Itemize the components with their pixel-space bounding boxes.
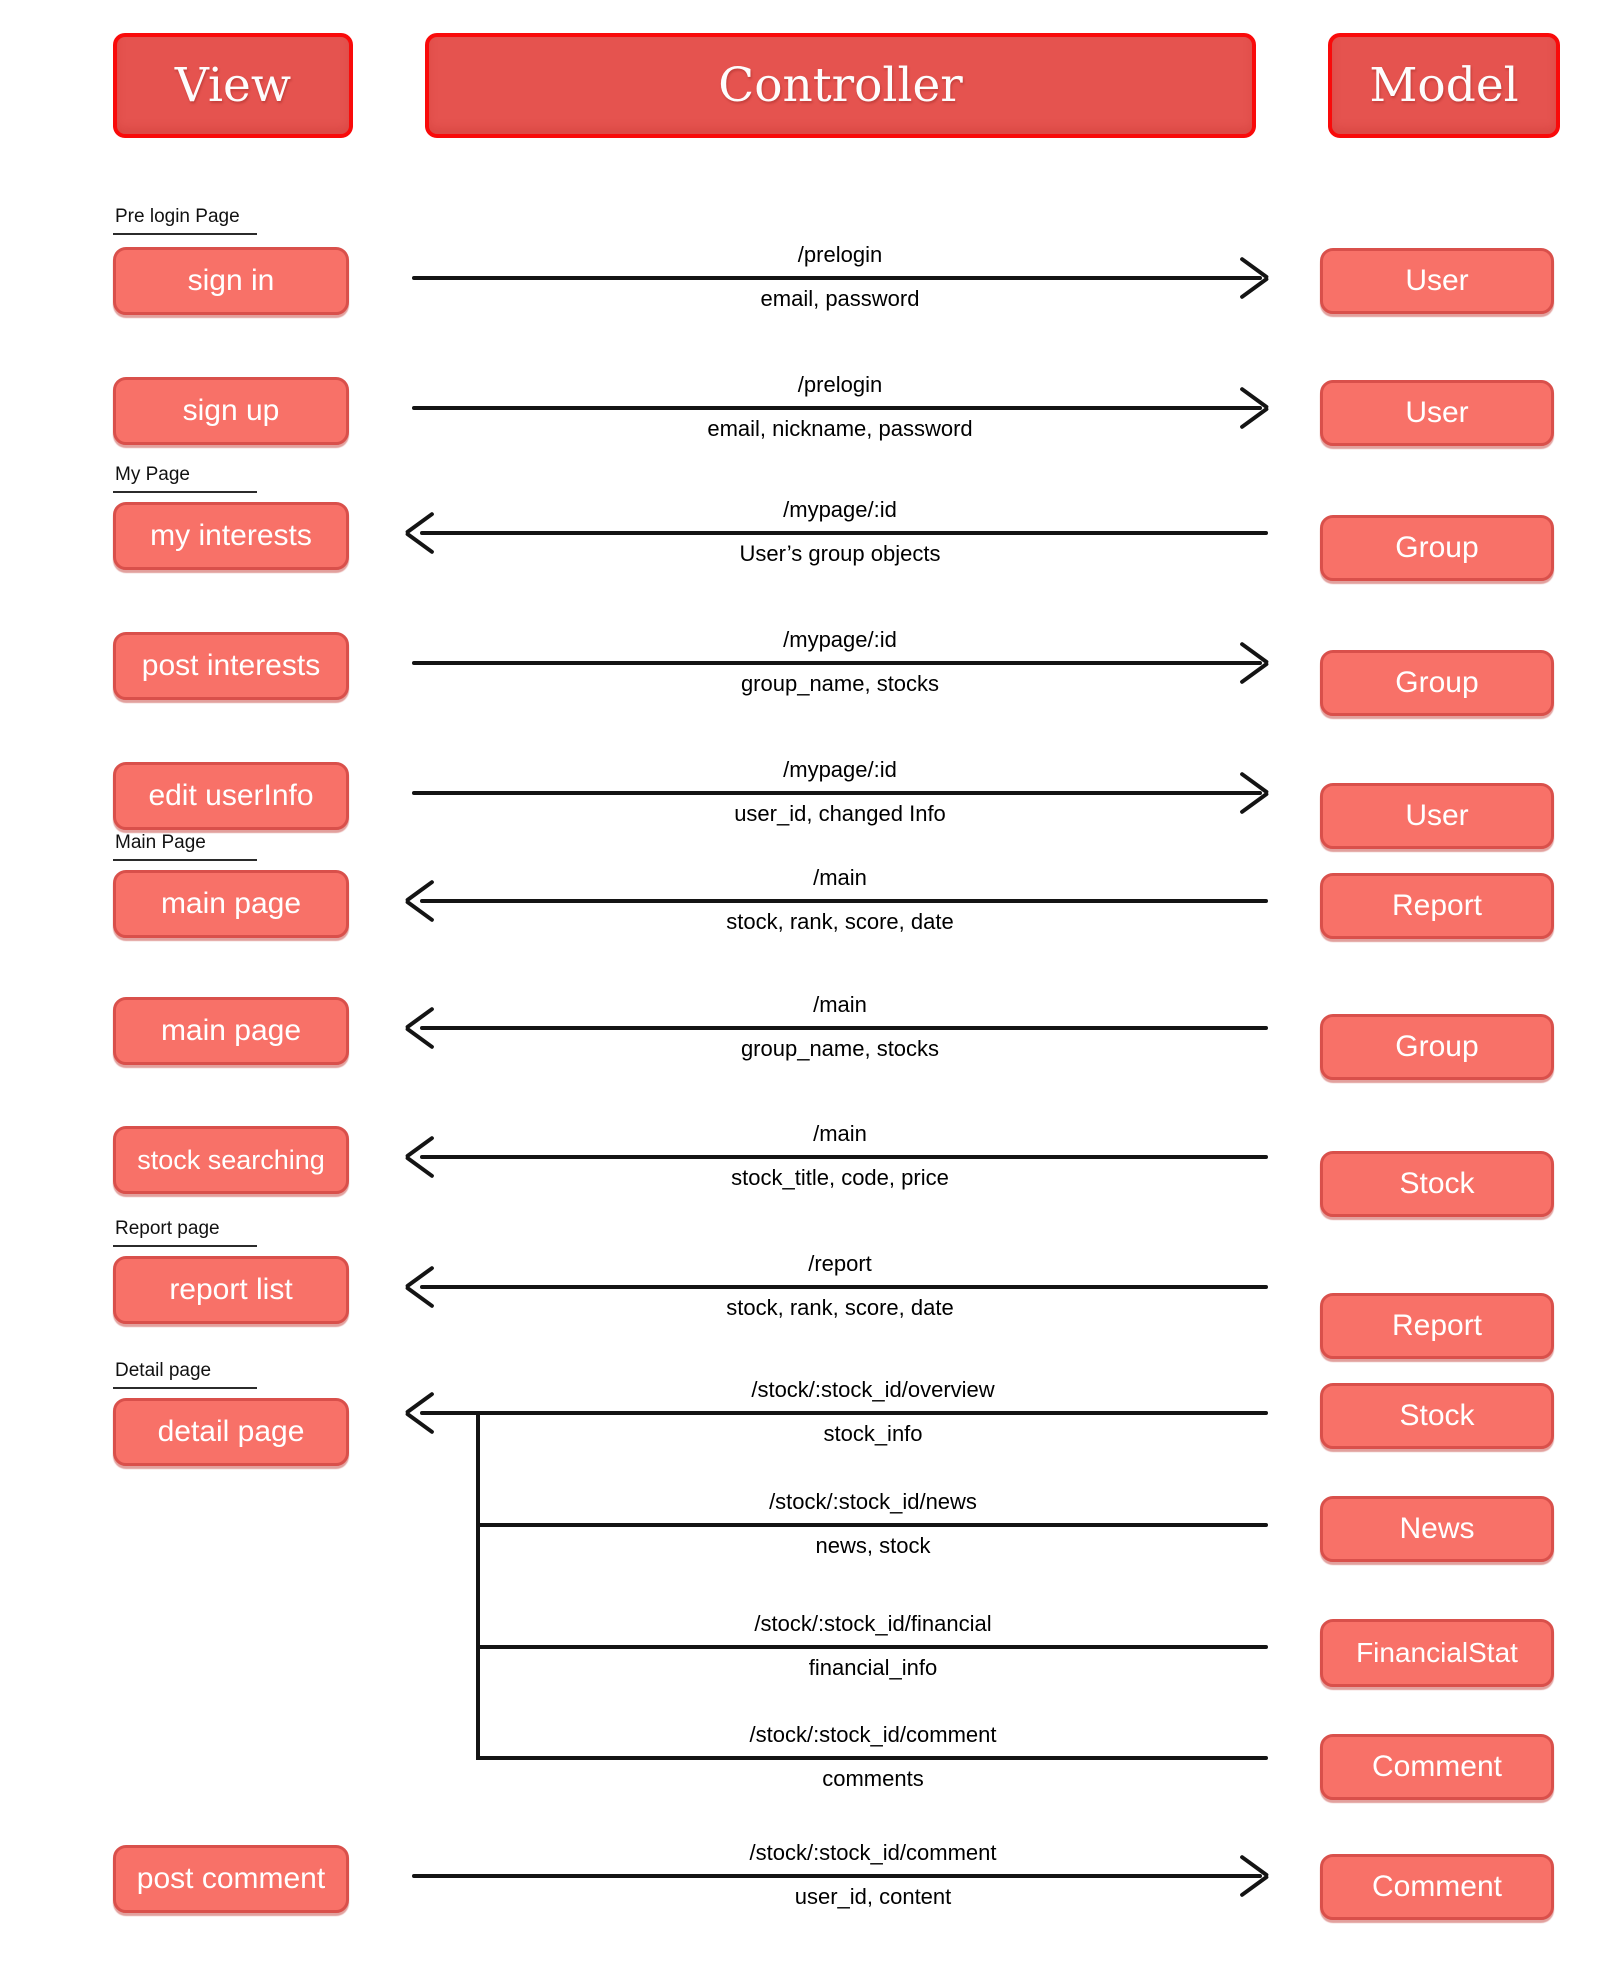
model-box-label: Report: [1391, 1309, 1483, 1342]
model-box-user: [1320, 783, 1554, 849]
section-label-my-page: My Page: [113, 464, 257, 493]
model-box-label: Comment: [1371, 1870, 1503, 1903]
route-path-label: /main: [813, 865, 867, 890]
route-params-label: stock, rank, score, date: [726, 1295, 954, 1320]
request-arrow-line: [412, 276, 1262, 280]
view-box-main-page: [113, 870, 349, 938]
route-params-label: stock_info: [823, 1421, 923, 1446]
model-box-label: Group: [1395, 666, 1479, 699]
route-params-label: stock_title, code, price: [731, 1165, 949, 1190]
view-box-label: main page: [160, 887, 302, 920]
route-params-label: comments: [822, 1766, 924, 1791]
route-path-label: /stock/:stock_id/news: [769, 1489, 977, 1514]
view-box-post-interests: [113, 632, 349, 700]
model-box-stock: [1320, 1151, 1554, 1217]
route-params-label: stock, rank, score, date: [726, 909, 954, 934]
model-box-label: FinancialStat: [1356, 1637, 1518, 1668]
response-arrow-line: [420, 1155, 1268, 1159]
view-box-label: post comment: [136, 1862, 326, 1895]
request-arrow-line: [412, 1874, 1262, 1878]
route-path-label: /mypage/:id: [783, 497, 897, 522]
model-box-label: User: [1405, 264, 1469, 297]
view-box-label: edit userInfo: [148, 779, 314, 812]
branch-line: [478, 1645, 1268, 1649]
section-label-main-page: Main Page: [113, 832, 257, 861]
model-box-group: [1320, 515, 1554, 581]
route-path-label: /mypage/:id: [783, 627, 897, 652]
branch-vertical-line: [476, 1411, 480, 1760]
view-box-label: stock searching: [137, 1144, 325, 1175]
view-box-post-comment: [113, 1845, 349, 1913]
model-box-stock: [1320, 1383, 1554, 1449]
model-box-news: [1320, 1496, 1554, 1562]
view-box-label: sign up: [182, 394, 280, 427]
request-arrow-line: [412, 661, 1262, 665]
header-controller-label: Controller: [718, 58, 963, 113]
model-box-user: [1320, 248, 1554, 314]
view-box-stock-searching: [113, 1126, 349, 1194]
route-path-label: /stock/:stock_id/comment: [749, 1722, 997, 1747]
route-params-label: financial_info: [808, 1655, 938, 1680]
header-model-label: Model: [1369, 58, 1519, 113]
view-box-main-page: [113, 997, 349, 1065]
view-box-label: main page: [160, 1014, 302, 1047]
route-params-label: email, nickname, password: [707, 416, 973, 441]
header-model-box: [1328, 33, 1560, 138]
route-path-label: /main: [813, 992, 867, 1017]
view-box-label: report list: [169, 1273, 293, 1306]
section-label-detail-page: Detail page: [113, 1360, 257, 1389]
route-params-label: User’s group objects: [739, 541, 941, 566]
model-box-label: Group: [1395, 531, 1479, 564]
model-box-comment: [1320, 1734, 1554, 1800]
route-path-label: /mypage/:id: [783, 757, 897, 782]
route-params-label: user_id, changed Info: [734, 801, 946, 826]
model-box-group: [1320, 650, 1554, 716]
section-label-pre-login: Pre login Page: [113, 206, 257, 235]
model-box-financialstat: [1320, 1619, 1554, 1687]
response-arrow-line: [420, 1026, 1268, 1030]
header-controller-box: [425, 33, 1256, 138]
model-box-report: [1320, 1293, 1554, 1359]
response-arrow-line: [420, 1411, 1268, 1415]
view-box-sign-in: [113, 247, 349, 315]
response-arrow-line: [420, 531, 1268, 535]
section-label-report-page: Report page: [113, 1218, 257, 1247]
route-path-label: /prelogin: [797, 242, 883, 267]
view-box-detail-page: [113, 1398, 349, 1466]
response-arrow-line: [420, 899, 1268, 903]
model-box-label: Group: [1395, 1030, 1479, 1063]
model-box-user: [1320, 380, 1554, 446]
model-box-label: User: [1405, 799, 1469, 832]
header-view-box: [113, 33, 353, 138]
view-box-report-list: [113, 1256, 349, 1324]
model-box-comment: [1320, 1854, 1554, 1920]
route-params-label: group_name, stocks: [740, 1036, 940, 1061]
model-box-label: News: [1399, 1512, 1475, 1545]
branch-line: [478, 1756, 1268, 1760]
view-box-edit-userinfo: [113, 762, 349, 830]
route-params-label: user_id, content: [794, 1884, 952, 1909]
view-box-label: my interests: [150, 519, 312, 552]
route-params-label: news, stock: [815, 1533, 931, 1558]
route-params-label: email, password: [760, 286, 920, 311]
header-view-label: View: [174, 58, 292, 113]
arrowhead-left-icon: [406, 1393, 444, 1433]
route-params-label: group_name, stocks: [740, 671, 940, 696]
response-arrow-line: [420, 1285, 1268, 1289]
model-box-label: Report: [1391, 889, 1483, 922]
view-box-sign-up: [113, 377, 349, 445]
route-path-label: /stock/:stock_id/overview: [751, 1377, 995, 1402]
model-box-label: User: [1405, 396, 1469, 429]
view-box-my-interests: [113, 502, 349, 570]
route-path-label: /stock/:stock_id/financial: [754, 1611, 992, 1636]
route-path-label: /main: [813, 1121, 867, 1146]
model-box-label: Stock: [1399, 1167, 1475, 1200]
request-arrow-line: [412, 791, 1262, 795]
view-box-label: sign in: [187, 264, 275, 297]
model-box-report: [1320, 873, 1554, 939]
route-path-label: /report: [808, 1251, 872, 1276]
request-arrow-line: [412, 406, 1262, 410]
route-path-label: /prelogin: [797, 372, 883, 397]
model-box-label: Stock: [1399, 1399, 1475, 1432]
branch-line: [478, 1523, 1268, 1527]
view-box-label: post interests: [141, 649, 321, 682]
model-box-group: [1320, 1014, 1554, 1080]
route-path-label: /stock/:stock_id/comment: [749, 1840, 997, 1865]
model-box-label: Comment: [1371, 1750, 1503, 1783]
view-box-label: detail page: [157, 1415, 305, 1448]
